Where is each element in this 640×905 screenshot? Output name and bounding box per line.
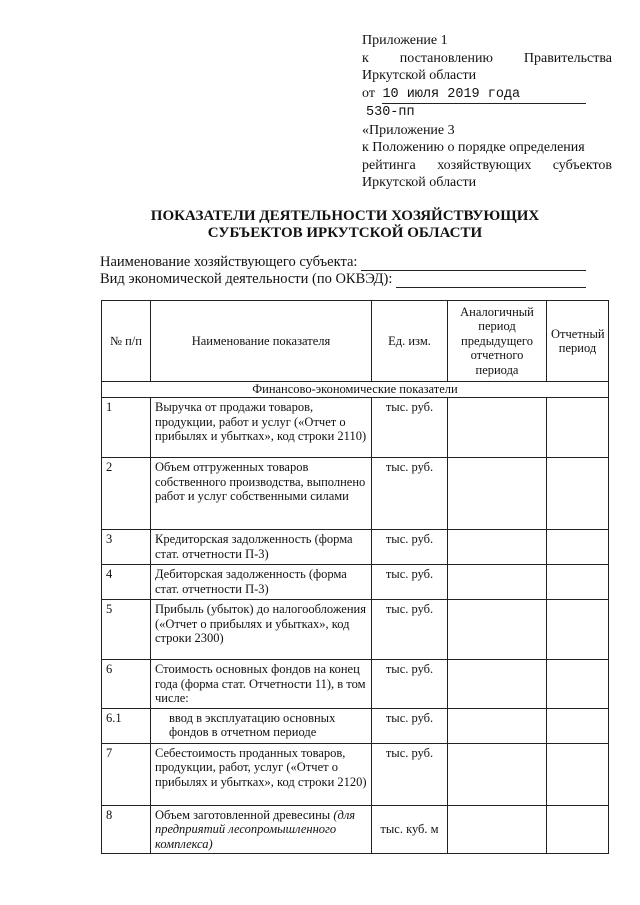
row-prev-value[interactable] — [448, 530, 547, 565]
row-prev-value[interactable] — [448, 660, 547, 709]
activity-type-field — [100, 271, 586, 288]
appendix-header — [362, 32, 612, 192]
row-unit: тыс. куб. м — [372, 805, 448, 854]
row-num: 8 — [102, 805, 151, 854]
row-num: 4 — [102, 565, 151, 600]
row-curr-value[interactable] — [547, 600, 609, 660]
row-num: 1 — [102, 398, 151, 458]
row-name: Стоимость основных фондов на конец года (форма стат. Отчетности 11), в том числе: — [151, 660, 372, 709]
row-unit: тыс. руб. — [372, 708, 448, 743]
col-header-curr: Отчетный период — [547, 301, 609, 382]
row-unit: тыс. руб. — [372, 565, 448, 600]
col-header-num: № п/п — [102, 301, 151, 382]
appendix-label: Приложение 1 — [362, 33, 448, 48]
row-curr-value[interactable] — [547, 530, 609, 565]
row-prev-value[interactable] — [448, 565, 547, 600]
row-curr-value[interactable] — [547, 398, 609, 458]
row-curr-value[interactable] — [547, 458, 609, 530]
page-title — [100, 208, 590, 242]
row-name: Кредиторская задолженность (форма стат. отчетности П-3) — [151, 530, 372, 565]
row-num: 2 — [102, 458, 151, 530]
section-row — [102, 382, 609, 398]
government-word: Правительства — [523, 50, 612, 66]
table-row — [102, 708, 609, 743]
indicators-table — [101, 300, 609, 854]
date-line — [362, 85, 612, 105]
regulation-label: к Положению о порядке определения — [362, 140, 585, 155]
row-num: 5 — [102, 600, 151, 660]
row-num: 7 — [102, 743, 151, 805]
region-label: Иркутской области — [362, 68, 477, 83]
row-num: 6 — [102, 660, 151, 709]
row-name: ввод в эксплуатацию основных фондов в отчетном периоде — [151, 708, 372, 743]
table-row — [102, 458, 609, 530]
table-row — [102, 600, 609, 660]
table-row — [102, 398, 609, 458]
row-unit: тыс. руб. — [372, 458, 448, 530]
row-unit: тыс. руб. — [372, 600, 448, 660]
entity-name-blank[interactable] — [361, 257, 586, 271]
table-header-row — [102, 301, 609, 382]
resolution-word: постановлению — [399, 50, 493, 66]
row-name: Прибыль (убыток) до налогообложения («Отчет о прибылях и убытках», код строки 2300) — [151, 600, 372, 660]
activity-type-blank[interactable] — [396, 274, 586, 288]
row-prev-value[interactable] — [448, 398, 547, 458]
row-prev-value[interactable] — [448, 708, 547, 743]
row-unit: тыс. руб. — [372, 530, 448, 565]
row-curr-value[interactable] — [547, 708, 609, 743]
col-header-unit: Ед. изм. — [372, 301, 448, 382]
row-unit: тыс. руб. — [372, 743, 448, 805]
row-num: 3 — [102, 530, 151, 565]
row-num: 6.1 — [102, 708, 151, 743]
row-prev-value[interactable] — [448, 600, 547, 660]
row-curr-value[interactable] — [547, 565, 609, 600]
title-line-2: СУБЪЕКТОВ ИРКУТСКОЙ ОБЛАСТИ — [207, 225, 483, 241]
entity-name-label: Наименование хозяйствующего субъекта: — [100, 254, 358, 270]
row-prev-value[interactable] — [448, 458, 547, 530]
table-row — [102, 565, 609, 600]
row-curr-value[interactable] — [547, 805, 609, 854]
activity-type-label: Вид экономической деятельности (по ОКВЭД): — [100, 271, 393, 287]
region-label-2: Иркутской области — [362, 175, 477, 190]
row-name: Объем отгруженных товаров собственного производства, выполнено работ и услуг собственными силами — [151, 458, 372, 530]
row-name: Дебиторская задолженность (форма стат. отчетности П-3) — [151, 565, 372, 600]
resolution-number: 530-пп — [366, 105, 415, 120]
col-header-prev: Аналогичный период предыдущего отчетного периода — [448, 301, 547, 382]
entities-word: хозяйствующих — [437, 157, 532, 173]
resolution-line — [362, 50, 612, 68]
row-unit: тыс. руб. — [372, 398, 448, 458]
table-row — [102, 743, 609, 805]
subjects-word: субъектов — [552, 157, 612, 173]
section-label: Финансово-экономические показатели — [102, 382, 609, 398]
row-name-note: (для предприятий лесопромышленного комплекса) — [155, 807, 356, 851]
row-prev-value[interactable] — [448, 805, 547, 854]
rating-line — [362, 157, 612, 175]
row-name — [151, 805, 372, 854]
to-word: к — [362, 50, 369, 66]
row-prev-value[interactable] — [448, 743, 547, 805]
row-name: Себестоимость проданных товаров, продукции, работ, услуг («Отчет о прибылях и убытках», код строки 2120) — [151, 743, 372, 805]
table-row — [102, 660, 609, 709]
title-line-1: ПОКАЗАТЕЛИ ДЕЯТЕЛЬНОСТИ ХОЗЯЙСТВУЮЩИХ — [150, 208, 540, 224]
row-unit: тыс. руб. — [372, 660, 448, 709]
from-word: от — [362, 85, 375, 101]
row-name-main: Объем заготовленной древесины — [155, 807, 331, 822]
row-curr-value[interactable] — [547, 660, 609, 709]
row-curr-value[interactable] — [547, 743, 609, 805]
col-header-name: Наименование показателя — [151, 301, 372, 382]
rating-word: рейтинга — [362, 157, 416, 173]
appendix3-label: «Приложение 3 — [362, 122, 455, 138]
table-row — [102, 530, 609, 565]
resolution-date: 10 июля 2019 года — [382, 86, 586, 105]
entity-name-field — [100, 254, 586, 271]
table-row — [102, 805, 609, 854]
row-name: Выручка от продажи товаров, продукции, работ и услуг («Отчет о прибылях и убытках», код строки 2110) — [151, 398, 372, 458]
